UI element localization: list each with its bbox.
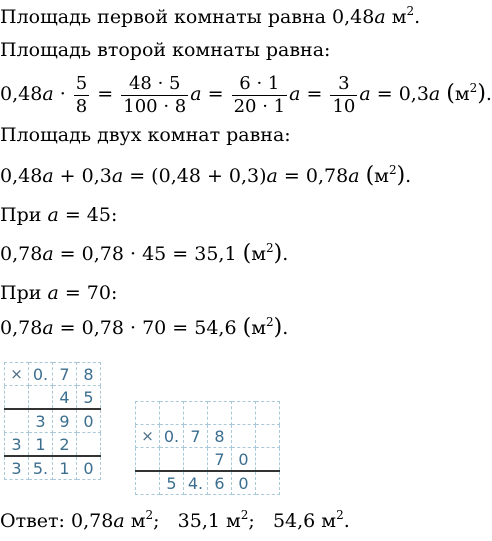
- answer-2: 35,1 м: [177, 510, 241, 532]
- exponent: 2: [388, 163, 397, 177]
- grid-cell: 7: [53, 363, 77, 386]
- var-a: a: [42, 165, 54, 187]
- equals: =: [306, 83, 323, 105]
- var-a: a: [42, 317, 54, 339]
- grid-cell: 5.: [29, 456, 53, 480]
- grid-cell: 7: [208, 448, 232, 472]
- grid-row: [5, 409, 101, 433]
- grid-cell: 0: [232, 471, 256, 495]
- calc: = 0,78 · 70 = 54,6: [53, 317, 243, 339]
- paren-open: (: [446, 81, 455, 106]
- var-a: a: [374, 6, 386, 28]
- grid-row: [5, 386, 101, 410]
- grid-cell: 8: [77, 363, 101, 386]
- term: 0,78: [0, 243, 43, 265]
- paren-open: (: [242, 315, 252, 340]
- paren-close: ): [477, 81, 486, 106]
- paren-close: ): [273, 315, 283, 340]
- grid-row: [136, 448, 280, 472]
- fraction-3: $\frac{6 \cdot 1}{20 \cdot 1}$: [233, 72, 286, 117]
- exponent: 2: [336, 508, 344, 522]
- unit: м: [251, 317, 266, 339]
- var-a: a: [428, 83, 441, 105]
- exponent: 2: [265, 241, 274, 255]
- unit: м: [251, 243, 266, 265]
- line-7: 0,78a = 0,78 · 45 = 35,1 $(м^2)$.: [0, 241, 289, 266]
- grid-cell: 2: [53, 433, 77, 457]
- grid-row: [136, 402, 280, 425]
- pri: При: [0, 282, 42, 304]
- grid-cell: 0.: [29, 363, 53, 386]
- fraction-4: $\frac{3}{10}$: [332, 72, 356, 117]
- unit: м: [130, 510, 146, 532]
- multiplication-grid-1: [4, 362, 101, 480]
- grid-cell: 5: [77, 386, 101, 410]
- condition: = 45:: [58, 204, 118, 226]
- coef: 0,48: [0, 83, 43, 105]
- term: 0,78: [0, 317, 43, 339]
- line-6: [0, 204, 117, 226]
- fraction-1: $\frac{5}{8}$: [75, 72, 88, 117]
- exponent: 2: [406, 4, 415, 18]
- grid-cell: [208, 402, 232, 425]
- paren-close: ): [273, 241, 283, 266]
- equals: =: [207, 83, 224, 105]
- fraction-2: $\frac{48 \cdot 5}{100 \cdot 8}$: [123, 72, 187, 117]
- period: .: [414, 6, 421, 28]
- grid-cell: [184, 448, 208, 472]
- grid-cell: [256, 448, 280, 472]
- grid-cell: ×: [136, 425, 160, 448]
- line-1-text: Площадь первой комнаты равна 0,48: [0, 6, 375, 28]
- grid-cell: 3: [5, 456, 29, 480]
- grid-cell: [136, 471, 160, 495]
- unit: м: [454, 83, 470, 105]
- grid-cell: 0.: [160, 425, 184, 448]
- grid-row: [136, 425, 280, 448]
- grid-cell: 9: [53, 409, 77, 433]
- grid-cell: 3: [29, 409, 53, 433]
- paren-close: ): [396, 163, 406, 188]
- line-1: [0, 6, 420, 28]
- grid-cell: [232, 402, 256, 425]
- grid-cell: [5, 409, 29, 433]
- grid-cell: [184, 402, 208, 425]
- grid-cell: [29, 386, 53, 410]
- answer-label: Ответ:: [0, 510, 65, 532]
- grid-cell: [5, 386, 29, 410]
- line-5: 0,48a + 0,3a = (0,48 + 0,3)a = 0,78a $(м^2)$.: [0, 163, 412, 188]
- grid-cell: [256, 402, 280, 425]
- grid-row: [136, 471, 280, 495]
- unit: м: [374, 165, 389, 187]
- var-a: a: [359, 83, 371, 105]
- line-4-text: Площадь двух комнат равна:: [0, 124, 291, 146]
- var-a: a: [348, 165, 360, 187]
- grid-cell: [136, 402, 160, 425]
- dot: ·: [59, 83, 66, 105]
- grid-cell: ×: [5, 363, 29, 386]
- exponent: 2: [469, 81, 478, 95]
- line-2-text: Площадь второй комнаты равна:: [0, 39, 331, 61]
- multiplication-grid-2: [135, 401, 280, 495]
- line-9: 0,78a = 0,78 · 70 = 54,6 $(м^2)$.: [0, 315, 289, 340]
- var-a: a: [111, 165, 124, 187]
- grid-cell: 0: [77, 456, 101, 480]
- grid-row: [5, 433, 101, 457]
- unit: м: [391, 6, 407, 28]
- grid-cell: 3: [5, 433, 29, 457]
- answer-1: 0,78: [71, 510, 114, 532]
- var-a: a: [42, 83, 54, 105]
- grid-cell: [256, 425, 280, 448]
- line-4: [0, 124, 291, 146]
- grid-cell: 4.: [184, 471, 208, 495]
- grid-cell: [232, 425, 256, 448]
- grid-cell: 4: [53, 386, 77, 410]
- line-2: [0, 39, 330, 61]
- pri: При: [0, 204, 42, 226]
- grid-cell: 8: [208, 425, 232, 448]
- grid-cell: [160, 402, 184, 425]
- var-a: a: [113, 510, 125, 532]
- exponent: 2: [240, 508, 249, 522]
- grid-cell: 1: [53, 456, 77, 480]
- term: = (0,48 + 0,3): [123, 165, 267, 187]
- line-3: 0,48a · $\frac{5}{8}$ = $\frac{48 \cdot 5}{100 \cdot 8}$ a = $\frac{6 \cdot 1}{20 \cdot 1}$ a = $\frac{3}{10}$ a = 0,3a $(м^2)$.: [0, 72, 492, 117]
- grid-cell: [77, 433, 101, 457]
- term: 0,48: [0, 165, 43, 187]
- var-a: a: [42, 243, 54, 265]
- paren-open: (: [242, 241, 252, 266]
- grid-cell: 5: [160, 471, 184, 495]
- grid-cell: 7: [184, 425, 208, 448]
- grid-cell: 0: [232, 448, 256, 472]
- grid-cell: 1: [29, 433, 53, 457]
- var-a: a: [266, 165, 278, 187]
- term: = 0,78: [277, 165, 349, 187]
- grid-row: [5, 456, 101, 480]
- var-a: a: [289, 83, 301, 105]
- exponent: 2: [145, 508, 154, 522]
- var-a: a: [190, 83, 202, 105]
- grid-cell: 0: [77, 409, 101, 433]
- calc: = 0,78 · 45 = 35,1: [53, 243, 243, 265]
- condition: = 70:: [58, 282, 118, 304]
- grid-cell: [160, 448, 184, 472]
- grid-cell: 6: [208, 471, 232, 495]
- paren-open: (: [365, 163, 375, 188]
- grid-row: [5, 363, 101, 386]
- term: + 0,3: [53, 165, 112, 187]
- grid-cell: [256, 471, 280, 495]
- var-a: a: [47, 282, 59, 304]
- answer-line: Ответ: 0,78a $м^2$; 35,1 $м^2$; 54,6 $м^2$.: [0, 508, 350, 532]
- grid-cell: [136, 448, 160, 472]
- exponent: 2: [265, 315, 274, 329]
- answer-3: 54,6 м: [272, 510, 337, 532]
- result: = 0,3: [376, 83, 429, 105]
- var-a: a: [47, 204, 59, 226]
- equals: =: [97, 83, 114, 105]
- line-8: [0, 282, 117, 304]
